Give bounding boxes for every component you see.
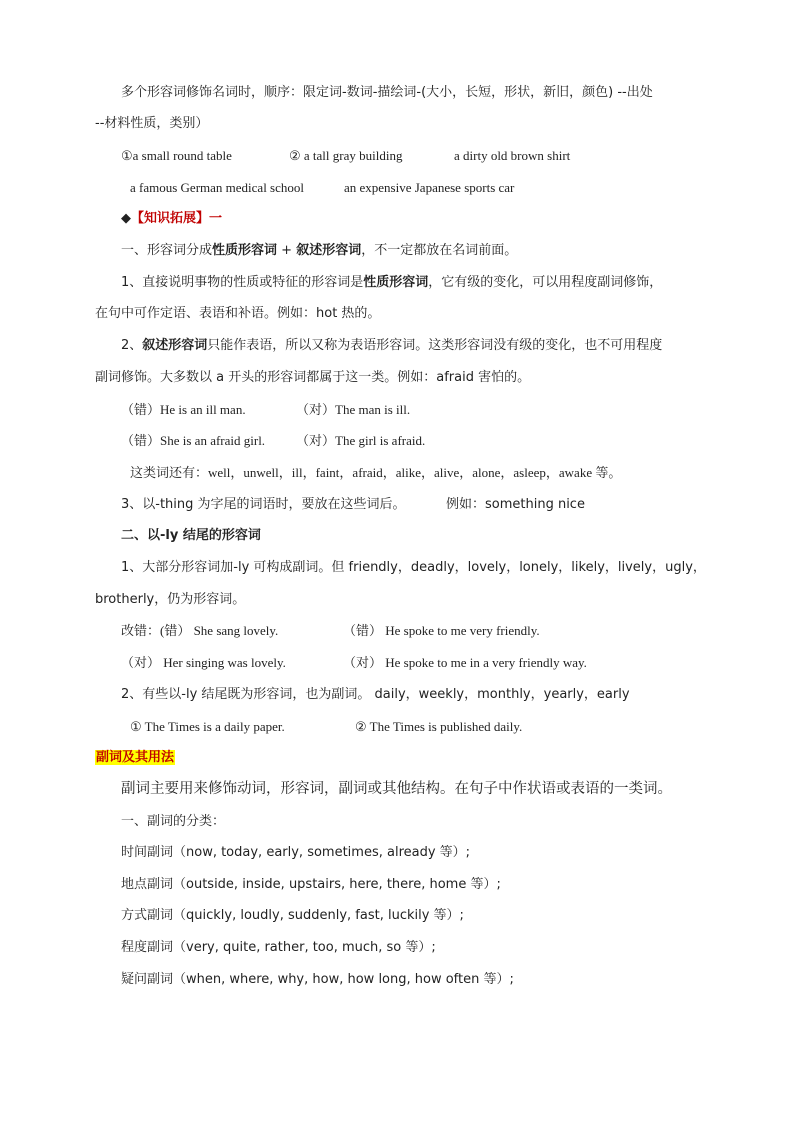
section-1-bold-2: 叙述形容词 bbox=[296, 243, 362, 258]
correction-wrong-1: 改错：(错） She sang lovely. bbox=[121, 623, 279, 638]
adverb-category-manner: 方式副词（quickly, loudly, suddenly, fast, luckily 等）; bbox=[121, 908, 464, 923]
adverb-intro: 副词主要用来修饰动词，形容词，副词或其他结构。在句子中作状语或表语的一类词。 bbox=[121, 781, 672, 797]
example-4: a famous German medical school bbox=[130, 180, 304, 195]
p2-prefix: 2、 bbox=[121, 338, 143, 353]
paragraph-4-line-2: brotherly，仍为形容词。 bbox=[95, 592, 246, 607]
section-1-title-prefix: 一、形容词分成 bbox=[121, 243, 213, 258]
right-example-1: （对）The man is ill. bbox=[296, 402, 411, 417]
p1-bold: 性质形容词 bbox=[363, 275, 429, 290]
knowledge-heading bbox=[121, 211, 222, 227]
section-1-title bbox=[121, 243, 517, 259]
intro-line-2: --材料性质，类别） bbox=[95, 116, 209, 131]
section-1-mid: + bbox=[277, 243, 297, 258]
paragraph-4-line-1: 1、大部分形容词加-ly 可构成副词。但 friendly，deadly，lovely，lonely，likely，lively，ugly， bbox=[121, 560, 706, 575]
example-1: ①a small round table bbox=[121, 148, 232, 163]
correction-right-2: （对） He spoke to me in a very friendly way. bbox=[343, 655, 587, 670]
paragraph-2-line-1 bbox=[121, 338, 662, 354]
adverb-category-title: 一、副词的分类： bbox=[121, 814, 226, 829]
p1-prefix: 1、直接说明事物的性质或特征的形容词是 bbox=[121, 275, 364, 290]
paragraph-1-line-2: 在句中可作定语、表语和补语。例如：hot 热的。 bbox=[95, 306, 381, 321]
paragraph-2-line-2: 副词修饰。大多数以 a 开头的形容词都属于这一类。例如：afraid 害怕的。 bbox=[95, 370, 531, 385]
paragraph-1-line-1 bbox=[121, 275, 662, 291]
adverb-heading bbox=[95, 750, 175, 766]
wrong-example-2: （错）She is an afraid girl. bbox=[121, 433, 266, 448]
adverb-category-degree: 程度副词（very, quite, rather, too, much, so 等）; bbox=[121, 940, 436, 955]
p1-suffix: ，它有级的变化，可以用程度副词修饰， bbox=[428, 275, 663, 290]
intro-line-1: 多个形容词修饰名词时，顺序：限定词-数词-描绘词-(大小，长短，形状，新旧，颜色) --出处 bbox=[121, 85, 653, 100]
example-5: an expensive Japanese sports car bbox=[344, 180, 515, 195]
example-3: a dirty old brown shirt bbox=[454, 148, 571, 163]
times-example-2: ② The Times is published daily. bbox=[355, 719, 523, 734]
wrong-example-1: （错）He is an ill man. bbox=[121, 402, 246, 417]
adverb-category-time: 时间副词（now, today, early, sometimes, already 等）; bbox=[121, 845, 471, 860]
p2-bold: 叙述形容词 bbox=[142, 338, 208, 353]
correction-right-1: （对） Her singing was lovely. bbox=[121, 655, 286, 670]
correction-wrong-2: （错） He spoke to me very friendly. bbox=[343, 623, 540, 638]
knowledge-heading-text: 【知识拓展】一 bbox=[131, 211, 223, 226]
right-example-2: （对）The girl is afraid. bbox=[296, 433, 426, 448]
example-2: ② a tall gray building bbox=[289, 148, 403, 163]
similar-words: 这类词还有：well，unwell，ill，faint，afraid，alike，alive，alone，asleep，awake 等。 bbox=[130, 465, 622, 480]
p2-suffix: 只能作表语，所以又称为表语形容词。这类形容词没有级的变化，也不可用程度 bbox=[207, 338, 663, 353]
paragraph-3-example: 例如：something nice bbox=[446, 497, 585, 512]
section-1-suffix: ，不一定都放在名词前面。 bbox=[361, 243, 518, 258]
adverb-category-place: 地点副词（outside, inside, upstairs, here, there, home 等）; bbox=[121, 877, 501, 892]
diamond-bullet-icon: ◆ bbox=[121, 211, 131, 226]
section-2-title: 二、以-ly 结尾的形容词 bbox=[121, 528, 261, 543]
adverb-category-interrogative: 疑问副词（when, where, why, how, how long, how often 等）; bbox=[121, 972, 514, 987]
paragraph-3: 3、以-thing 为字尾的词语时，要放在这些词后。 bbox=[121, 497, 406, 512]
adverb-heading-text: 副词及其用法 bbox=[96, 750, 175, 765]
paragraph-5: 2、有些以-ly 结尾既为形容词，也为副词。 daily，weekly，monthly，yearly，early bbox=[121, 687, 630, 702]
times-example-1: ① The Times is a daily paper. bbox=[130, 719, 285, 734]
section-1-bold-1: 性质形容词 bbox=[212, 243, 278, 258]
